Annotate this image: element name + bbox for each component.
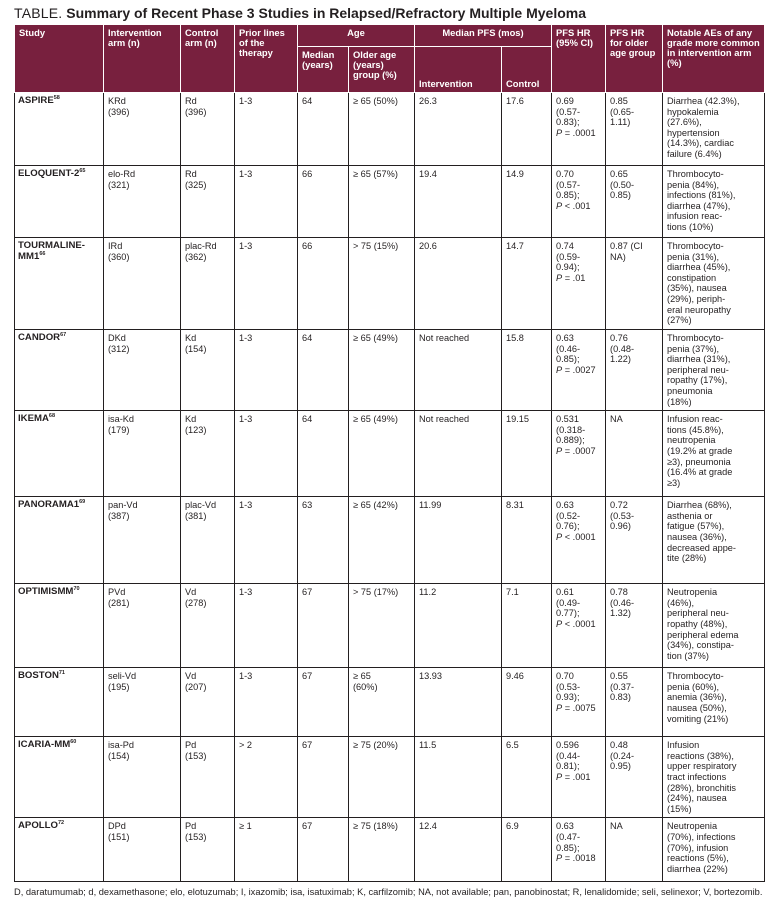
hr-value: 0.74 (0.59- 0.94); <box>556 241 581 273</box>
cell-age-median: 67 <box>298 737 349 818</box>
cell-notable-aes: Neutropenia (46%), peripheral neu- ropathy (48%), peripheral edema (34%), constipa- tion (37%) <box>663 584 765 668</box>
header-notable-aes: Notable AEs of any grade more common in intervention arm (%) <box>663 25 765 93</box>
header-study: Study <box>15 25 104 93</box>
p-label: P <box>556 445 563 456</box>
cell-pfs-control: 6.5 <box>502 737 552 818</box>
cell-pfs-intervention: 20.6 <box>415 238 502 330</box>
cell-age-older: ≥ 65 (42%) <box>349 497 415 584</box>
cell-notable-aes: Infusion reac- tions (45.8%), neutropenia (19.2% at grade ≥3), pneumonia (16.4% at grade ≥3) <box>663 411 765 497</box>
cell-pfs-hr <box>552 668 606 737</box>
study-reference: 66 <box>39 250 46 257</box>
p-label: P <box>556 531 563 542</box>
hr-value: 0.61 (0.49- 0.77); <box>556 587 581 619</box>
table-row <box>15 584 765 668</box>
p-label: P <box>556 853 563 864</box>
cell-pfs-control: 14.9 <box>502 166 552 238</box>
cell-prior-lines: 1-3 <box>235 238 298 330</box>
cell-prior-lines: > 2 <box>235 737 298 818</box>
cell-prior-lines: 1-3 <box>235 330 298 411</box>
cell-study <box>15 818 104 882</box>
cell-pfs-intervention: 12.4 <box>415 818 502 882</box>
cell-pfs-intervention: 11.99 <box>415 497 502 584</box>
study-name: APOLLO <box>18 820 58 832</box>
cell-notable-aes: Diarrhea (42.3%), hypokalemia (27.6%), hypertension (14.3%), cardiac failure (6.4%) <box>663 93 765 166</box>
cell-pfs-hr-older: 0.55 (0.37- 0.83) <box>606 668 663 737</box>
cell-control: Vd (207) <box>181 668 235 737</box>
hr-value: 0.69 (0.57- 0.83); <box>556 96 581 128</box>
study-name: OPTIMISMM <box>18 586 74 598</box>
table-header <box>15 25 765 93</box>
cell-pfs-intervention: 19.4 <box>415 166 502 238</box>
study-name: ASPIRE <box>18 95 54 106</box>
cell-control: plac-Vd (381) <box>181 497 235 584</box>
p-value: = .001 <box>564 771 591 782</box>
p-label: P <box>556 272 563 283</box>
cell-pfs-hr-older: 0.72 (0.53- 0.96) <box>606 497 663 584</box>
cell-study <box>15 330 104 411</box>
cell-pfs-control: 14.7 <box>502 238 552 330</box>
cell-notable-aes: Thrombocyto- penia (31%), diarrhea (45%), constipation (35%), nausea (29%), periph- eral neuropathy (27%) <box>663 238 765 330</box>
hr-value: 0.596 (0.44- 0.81); <box>556 740 581 772</box>
cell-study <box>15 584 104 668</box>
cell-control: Rd (325) <box>181 166 235 238</box>
study-name: TOURMALINE- MM1 <box>18 240 85 262</box>
cell-age-older: > 75 (17%) <box>349 584 415 668</box>
header-age-median: Median (years) <box>298 47 349 93</box>
header-age: Age <box>298 25 415 47</box>
table-row <box>15 166 765 238</box>
cell-age-median: 67 <box>298 668 349 737</box>
cell-age-median: 67 <box>298 818 349 882</box>
cell-pfs-control: 9.46 <box>502 668 552 737</box>
cell-study <box>15 238 104 330</box>
table-row <box>15 497 765 584</box>
cell-intervention: seli-Vd (195) <box>104 668 181 737</box>
cell-pfs-hr-older: 0.48 (0.24- 0.95) <box>606 737 663 818</box>
p-value: < .0001 <box>564 618 596 629</box>
cell-pfs-intervention: 11.5 <box>415 737 502 818</box>
cell-pfs-control: 15.8 <box>502 330 552 411</box>
header-pfs-hr: PFS HR (95% CI) <box>552 25 606 93</box>
cell-pfs-intervention: 11.2 <box>415 584 502 668</box>
cell-prior-lines: 1-3 <box>235 668 298 737</box>
cell-age-median: 66 <box>298 238 349 330</box>
cell-intervention: KRd (396) <box>104 93 181 166</box>
p-value: < .001 <box>564 200 591 211</box>
p-value: = .0001 <box>564 127 596 138</box>
table-row <box>15 238 765 330</box>
cell-study <box>15 166 104 238</box>
cell-intervention: DKd (312) <box>104 330 181 411</box>
hr-value: 0.70 (0.53- 0.93); <box>556 671 581 703</box>
cell-pfs-hr <box>552 818 606 882</box>
header-pfs-intervention: Intervention <box>415 47 502 93</box>
study-name: ICARIA-MM <box>18 739 71 751</box>
cell-notable-aes: Diarrhea (68%), asthenia or fatigue (57%), nausea (36%), decreased appe- tite (28%) <box>663 497 765 584</box>
header-prior-lines: Prior lines of the therapy <box>235 25 298 93</box>
header-pfs-control: Control <box>502 47 552 93</box>
study-reference: 68 <box>48 412 56 419</box>
cell-pfs-intervention: 26.3 <box>415 93 502 166</box>
cell-pfs-hr <box>552 737 606 818</box>
table-title-text: Summary of Recent Phase 3 Studies in Relapsed/Refractory Multiple Myeloma <box>66 5 587 21</box>
cell-pfs-hr-older: 0.78 (0.46- 1.32) <box>606 584 663 668</box>
cell-age-median: 63 <box>298 497 349 584</box>
study-name: PANORAMA1 <box>18 499 80 511</box>
cell-pfs-hr <box>552 497 606 584</box>
cell-pfs-hr <box>552 411 606 497</box>
header-control: Control arm (n) <box>181 25 235 93</box>
cell-pfs-control: 6.9 <box>502 818 552 882</box>
cell-pfs-intervention: Not reached <box>415 330 502 411</box>
cell-pfs-hr <box>552 93 606 166</box>
p-value: = .0075 <box>564 702 596 713</box>
cell-pfs-hr <box>552 584 606 668</box>
p-value: = .0027 <box>564 364 596 375</box>
table-title <box>14 5 586 21</box>
table-body <box>15 93 765 882</box>
cell-prior-lines: 1-3 <box>235 93 298 166</box>
cell-control: Kd (154) <box>181 330 235 411</box>
cell-study <box>15 497 104 584</box>
study-name: CANDOR <box>18 332 61 343</box>
p-value: = .0007 <box>564 445 596 456</box>
cell-pfs-hr-older: 0.87 (CI NA) <box>606 238 663 330</box>
header-pfs-hr-older: PFS HR for older age group <box>606 25 663 93</box>
cell-pfs-hr <box>552 238 606 330</box>
study-name: BOSTON <box>18 670 59 682</box>
cell-study <box>15 668 104 737</box>
cell-age-median: 64 <box>298 330 349 411</box>
cell-pfs-hr-older: 0.85 (0.65- 1.11) <box>606 93 663 166</box>
table-row <box>15 818 765 882</box>
study-reference: 67 <box>60 331 67 338</box>
study-name: ELOQUENT-2 <box>18 168 80 179</box>
cell-notable-aes: Infusion reactions (38%), upper respiratory tract infections (28%), bronchitis (24%), nausea (15%) <box>663 737 765 818</box>
cell-notable-aes: Neutropenia (70%), infections (70%), infusion reactions (5%), diarrhea (22%) <box>663 818 765 882</box>
p-value: = .01 <box>564 272 586 283</box>
table-row <box>15 93 765 166</box>
cell-age-median: 67 <box>298 584 349 668</box>
cell-intervention: pan-Vd (387) <box>104 497 181 584</box>
cell-age-older: ≥ 65 (60%) <box>349 668 415 737</box>
study-reference: 69 <box>79 498 86 505</box>
p-label: P <box>556 200 563 211</box>
header-median-pfs: Median PFS (mos) <box>415 25 552 47</box>
cell-age-older: > 75 (15%) <box>349 238 415 330</box>
cell-control: Pd (153) <box>181 737 235 818</box>
cell-pfs-control: 8.31 <box>502 497 552 584</box>
hr-value: 0.63 (0.52- 0.76); <box>556 500 581 532</box>
cell-study <box>15 93 104 166</box>
cell-study <box>15 737 104 818</box>
cell-age-older: ≥ 65 (57%) <box>349 166 415 238</box>
cell-age-older: ≥ 75 (20%) <box>349 737 415 818</box>
study-reference: 70 <box>73 585 80 592</box>
study-reference: 72 <box>57 820 65 827</box>
header-intervention: Intervention arm (n) <box>104 25 181 93</box>
study-name: IKEMA <box>18 413 49 425</box>
cell-prior-lines: 1-3 <box>235 411 298 497</box>
cell-age-older: ≥ 75 (18%) <box>349 818 415 882</box>
cell-pfs-hr-older: NA <box>606 818 663 882</box>
p-label: P <box>556 127 563 138</box>
cell-age-older: ≥ 65 (49%) <box>349 330 415 411</box>
cell-age-older: ≥ 65 (50%) <box>349 93 415 166</box>
cell-pfs-control: 7.1 <box>502 584 552 668</box>
cell-pfs-hr-older: NA <box>606 411 663 497</box>
study-reference: 60 <box>70 738 77 745</box>
cell-pfs-control: 19.15 <box>502 411 552 497</box>
cell-age-median: 64 <box>298 411 349 497</box>
p-label: P <box>556 364 563 375</box>
cell-control: plac-Rd (362) <box>181 238 235 330</box>
studies-table <box>14 24 765 882</box>
cell-notable-aes: Thrombocyto- penia (37%), diarrhea (31%), peripheral neu- ropathy (17%), pneumonia (18%) <box>663 330 765 411</box>
cell-pfs-control: 17.6 <box>502 93 552 166</box>
cell-pfs-hr <box>552 166 606 238</box>
cell-pfs-intervention: Not reached <box>415 411 502 497</box>
cell-prior-lines: ≥ 1 <box>235 818 298 882</box>
study-reference: 65 <box>79 167 86 174</box>
cell-control: Rd (396) <box>181 93 235 166</box>
cell-pfs-hr-older: 0.65 (0.50- 0.85) <box>606 166 663 238</box>
hr-value: 0.63 (0.46- 0.85); <box>556 333 581 365</box>
cell-intervention: DPd (151) <box>104 818 181 882</box>
p-value: = .0018 <box>564 853 596 864</box>
study-reference: 58 <box>53 94 60 101</box>
cell-notable-aes: Thrombocyto- penia (84%), infections (81%), diarrhea (47%), infusion reac- tions (10%) <box>663 166 765 238</box>
header-age-older: Older age (years) group (%) <box>349 47 415 93</box>
hr-value: 0.531 (0.318- 0.889); <box>556 414 586 446</box>
p-label: P <box>556 771 563 782</box>
cell-intervention: PVd (281) <box>104 584 181 668</box>
cell-age-median: 66 <box>298 166 349 238</box>
table-row <box>15 411 765 497</box>
table-title-lead: TABLE. <box>14 5 63 21</box>
cell-intervention: isa-Pd (154) <box>104 737 181 818</box>
p-label: P <box>556 702 563 713</box>
p-value: < .0001 <box>564 531 596 542</box>
table-footnote: D, daratumumab; d, dexamethasone; elo, elotuzumab; I, ixazomib; isa, isatuximab; K, carfilzomib; NA, not available; pan, panobinostat; R, lenalidomide; seli, selinexor; V, bortezomib. <box>14 887 763 897</box>
cell-intervention: elo-Rd (321) <box>104 166 181 238</box>
cell-pfs-hr-older: 0.76 (0.48- 1.22) <box>606 330 663 411</box>
cell-age-older: ≥ 65 (49%) <box>349 411 415 497</box>
cell-pfs-intervention: 13.93 <box>415 668 502 737</box>
table-row <box>15 668 765 737</box>
cell-prior-lines: 1-3 <box>235 584 298 668</box>
hr-value: 0.70 (0.57- 0.85); <box>556 169 581 201</box>
cell-age-median: 64 <box>298 93 349 166</box>
cell-notable-aes: Thrombocyto- penia (60%), anemia (36%), nausea (50%), vomiting (21%) <box>663 668 765 737</box>
cell-prior-lines: 1-3 <box>235 166 298 238</box>
cell-pfs-hr <box>552 330 606 411</box>
cell-intervention: IRd (360) <box>104 238 181 330</box>
cell-control: Kd (123) <box>181 411 235 497</box>
cell-intervention: isa-Kd (179) <box>104 411 181 497</box>
table-row <box>15 330 765 411</box>
study-reference: 71 <box>58 669 65 676</box>
table-row <box>15 737 765 818</box>
cell-study <box>15 411 104 497</box>
cell-control: Vd (278) <box>181 584 235 668</box>
cell-prior-lines: 1-3 <box>235 497 298 584</box>
hr-value: 0.63 (0.47- 0.85); <box>556 821 581 853</box>
p-label: P <box>556 618 563 629</box>
cell-control: Pd (153) <box>181 818 235 882</box>
